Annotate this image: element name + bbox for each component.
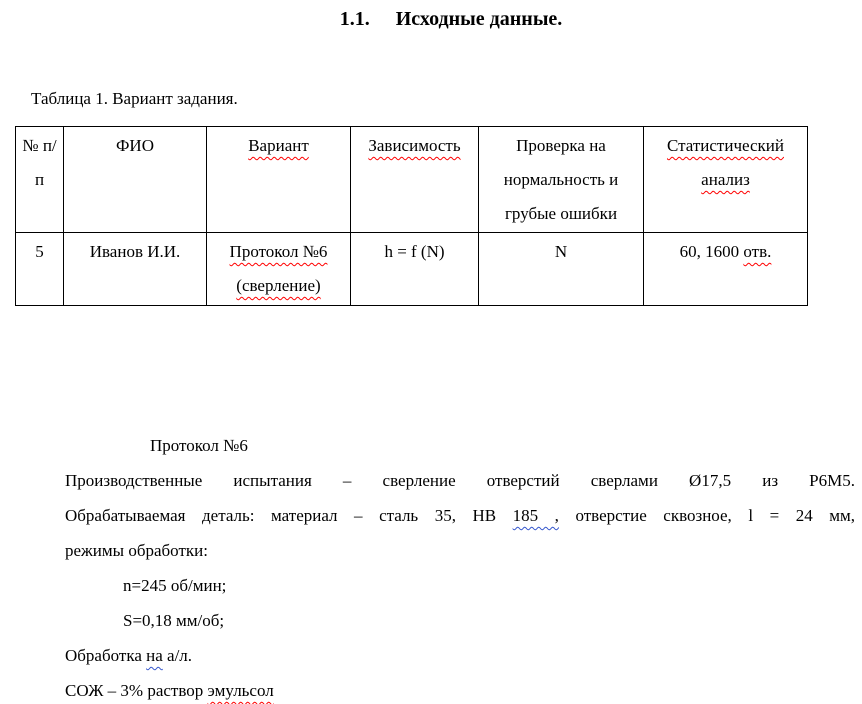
table-header-row	[16, 127, 808, 233]
cell-fio	[64, 233, 207, 306]
section-title	[0, 0, 862, 32]
header-cell-statistical-analysis	[644, 127, 808, 233]
protocol-heading: Протокол №6	[150, 436, 248, 455]
table-data-row	[16, 233, 808, 306]
misspelled-text: эмульсол	[207, 681, 274, 700]
header-cell-normality-check	[479, 127, 644, 233]
text-segment: Иванов И.И.	[89, 242, 181, 261]
misspelled-text: (сверление)	[236, 276, 321, 295]
header-cell-variant	[207, 127, 351, 233]
header-cell-fio	[64, 127, 207, 233]
grammar-flagged-text: 185 ,	[512, 506, 559, 525]
paragraph-line-1	[65, 463, 855, 498]
text-segment: а/л.	[162, 646, 193, 665]
misspelled-text: отв.	[743, 242, 772, 261]
cell-dependency	[351, 233, 479, 306]
text-segment: Обрабатываемая деталь: материал – сталь 35, НВ	[65, 506, 513, 525]
paragraph-line-3	[65, 533, 855, 568]
text-segment: Обработка	[65, 646, 147, 665]
grammar-flagged-text: на	[146, 646, 163, 665]
text-segment: Производственные испытания – сверление отверстий сверлами Ø17,5 из Р6М5.	[65, 471, 855, 490]
cell-statistical-analysis	[644, 233, 808, 306]
text-segment: N	[554, 242, 568, 261]
variant-table	[15, 126, 808, 306]
cell-variant	[207, 233, 351, 306]
cell-number	[16, 233, 64, 306]
misspelled-text: анализ	[701, 170, 750, 189]
text-segment: № п/п	[22, 136, 57, 189]
text-segment: h = f (N)	[384, 242, 445, 261]
paragraph-line-2	[65, 498, 855, 533]
text-segment: режимы обработки:	[65, 541, 208, 560]
text-segment: Проверка на нормальность и грубые ошибки	[503, 136, 619, 223]
text-segment: СОЖ – 3% раствор	[65, 681, 208, 700]
cell-normality-check	[479, 233, 644, 306]
processing-line	[65, 638, 862, 673]
mode-line-feed: S=0,18 мм/об;	[123, 611, 225, 630]
text-segment: 5	[35, 242, 44, 261]
mode-line-rpm: n=245 об/мин;	[123, 576, 227, 595]
header-cell-number	[16, 127, 64, 233]
table-caption: Таблица 1. Вариант задания.	[31, 89, 238, 108]
misspelled-text: Протокол №6	[229, 242, 328, 261]
coolant-line	[65, 673, 862, 704]
misspelled-text: Вариант	[248, 136, 309, 155]
section-title-text: Исходные данные.	[395, 8, 563, 30]
header-cell-dependency	[351, 127, 479, 233]
text-segment: ФИО	[116, 136, 154, 155]
section-number: 1.1.	[339, 8, 370, 30]
misspelled-text: Зависимость	[368, 136, 461, 155]
text-segment: отверстие сквозное, l = 24 мм,	[558, 506, 855, 525]
misspelled-text: Статистический	[667, 136, 784, 155]
text-segment: 60, 1600	[679, 242, 744, 261]
